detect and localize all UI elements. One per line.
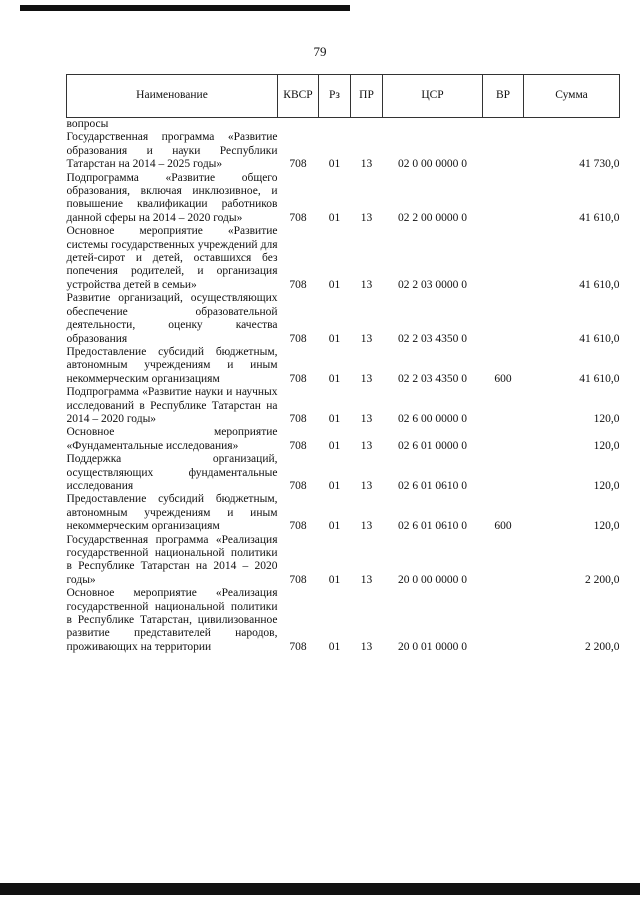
cell-vr — [483, 118, 524, 132]
cell-rz: 01 — [328, 332, 341, 345]
table-row — [67, 292, 620, 346]
cell-rz: 01 — [328, 479, 341, 492]
cell-vr — [483, 426, 524, 453]
cell-rz — [319, 118, 351, 132]
cell-kvsr: 708 — [289, 278, 307, 291]
cell-vr — [483, 131, 524, 171]
cell-sum — [524, 118, 620, 132]
cell-csr: 20 0 01 0000 0 — [398, 640, 467, 653]
scan-edge-bottom — [0, 883, 640, 895]
table-row — [67, 493, 620, 533]
cell-csr: 02 6 01 0000 0 — [398, 439, 467, 452]
cell-name: Предоставление субсидий бюджетным, автономным учреждениям и иным некоммерческим организациям — [66, 345, 278, 385]
cell-pr: 13 — [360, 332, 373, 345]
table-row — [67, 131, 620, 171]
cell-sum: 2 200,0 — [585, 640, 620, 653]
cell-pr: 13 — [360, 439, 373, 452]
cell-sum: 120,0 — [593, 439, 620, 452]
header-name: Наименование — [67, 75, 278, 118]
cell-kvsr: 708 — [289, 520, 307, 533]
cell-vr — [483, 172, 524, 226]
cell-name: вопросы — [66, 118, 109, 130]
cell-sum: 41 610,0 — [579, 332, 620, 345]
cell-kvsr: 708 — [289, 439, 307, 452]
cell-csr: 02 2 03 0000 0 — [398, 278, 467, 291]
cell-sum: 41 610,0 — [579, 278, 620, 291]
cell-name: Основное мероприятие «Фундаментальные исследования» — [66, 426, 278, 452]
cell-kvsr: 708 — [289, 573, 307, 586]
header-rz: Рз — [319, 75, 351, 118]
table-header-row — [67, 75, 620, 118]
header-kvsr: КВСР — [278, 75, 319, 118]
cell-csr: 02 6 01 0610 0 — [398, 479, 467, 492]
cell-vr — [483, 386, 524, 426]
cell-pr: 13 — [360, 479, 373, 492]
cell-kvsr: 708 — [289, 211, 307, 224]
cell-csr: 20 0 00 0000 0 — [398, 573, 467, 586]
cell-rz: 01 — [328, 278, 341, 291]
cell-rz: 01 — [328, 573, 341, 586]
cell-kvsr: 708 — [289, 640, 307, 653]
cell-name: Государственная программа «Развитие образования и науки Республики Татарстан на 2014 – 2025 годы» — [66, 131, 278, 171]
table-body — [67, 118, 620, 655]
table-row — [67, 346, 620, 386]
cell-name: Подпрограмма «Развитие науки и научных исследований в Республике Татарстан на 2014 – 2020 годы» — [66, 386, 278, 425]
cell-kvsr: 708 — [289, 158, 307, 171]
cell-rz: 01 — [328, 158, 341, 171]
table-row — [67, 587, 620, 654]
cell-sum: 120,0 — [593, 479, 620, 492]
table-row — [67, 386, 620, 426]
cell-pr: 13 — [360, 158, 373, 171]
cell-rz: 01 — [328, 412, 341, 425]
table-row — [67, 225, 620, 292]
cell-csr: 02 2 00 0000 0 — [398, 211, 467, 224]
table-row — [67, 453, 620, 493]
cell-name: Основное мероприятие «Реализация государственной национальной политики в Республике Татарстан, цивилизованное развитие представителей народов, проживающих на территории — [66, 587, 278, 653]
cell-csr: 02 6 01 0610 0 — [398, 520, 467, 533]
cell-sum: 120,0 — [593, 520, 620, 533]
cell-vr — [483, 225, 524, 292]
cell-vr: 600 — [494, 520, 512, 533]
cell-sum: 120,0 — [593, 412, 620, 425]
cell-pr: 13 — [360, 372, 373, 385]
cell-sum: 2 200,0 — [585, 573, 620, 586]
cell-kvsr — [278, 118, 319, 132]
table-row — [67, 172, 620, 226]
cell-name: Основное мероприятие «Развитие системы государственных учреждений для детей-сирот и детей, оставшихся без попечения родителей, и организация устройства детей в семьи» — [66, 225, 278, 291]
cell-rz: 01 — [328, 439, 341, 452]
cell-kvsr: 708 — [289, 332, 307, 345]
cell-vr: 600 — [494, 372, 512, 385]
cell-pr: 13 — [360, 573, 373, 586]
cell-csr: 02 0 00 0000 0 — [398, 158, 467, 171]
cell-name: Государственная программа «Реализация государственной национальной политики в Республике Татарстан на 2014 – 2020 годы» — [66, 533, 278, 586]
cell-csr: 02 2 03 4350 0 — [398, 332, 467, 345]
budget-table — [66, 74, 620, 654]
cell-name: Предоставление субсидий бюджетным, автономным учреждениям и иным некоммерческим организациям — [66, 493, 278, 533]
cell-rz: 01 — [328, 520, 341, 533]
cell-sum: 41 610,0 — [579, 372, 620, 385]
table-row — [67, 534, 620, 588]
cell-csr: 02 6 00 0000 0 — [398, 412, 467, 425]
cell-vr — [483, 587, 524, 654]
cell-kvsr: 708 — [289, 412, 307, 425]
cell-pr — [351, 118, 383, 132]
cell-pr: 13 — [360, 520, 373, 533]
cell-rz: 01 — [328, 372, 341, 385]
page-number: 79 — [313, 44, 327, 59]
header-sum: Сумма — [524, 75, 620, 118]
header-vr: ВР — [483, 75, 524, 118]
header-csr: ЦСР — [383, 75, 483, 118]
cell-vr — [483, 292, 524, 346]
table-row — [67, 118, 620, 132]
cell-name: Подпрограмма «Развитие общего образования, включая инклюзивное, и повышение квалификации работников данной сферы на 2014 – 2020 годы» — [66, 171, 278, 224]
scan-edge-top — [20, 5, 350, 11]
cell-pr: 13 — [360, 640, 373, 653]
cell-kvsr: 708 — [289, 372, 307, 385]
cell-name: Развитие организаций, осуществляющих обеспечение образовательной деятельности, оценку качества образования — [66, 292, 278, 345]
cell-pr: 13 — [360, 412, 373, 425]
cell-pr: 13 — [360, 211, 373, 224]
table-row — [67, 426, 620, 453]
cell-csr — [383, 118, 483, 132]
header-pr: ПР — [351, 75, 383, 118]
cell-rz: 01 — [328, 211, 341, 224]
cell-csr: 02 2 03 4350 0 — [398, 372, 467, 385]
cell-kvsr: 708 — [289, 479, 307, 492]
cell-vr — [483, 534, 524, 588]
cell-name: Поддержка организаций, осуществляющих фундаментальные исследования — [66, 453, 278, 492]
cell-sum: 41 730,0 — [579, 158, 620, 171]
cell-sum: 41 610,0 — [579, 211, 620, 224]
cell-pr: 13 — [360, 278, 373, 291]
cell-rz: 01 — [328, 640, 341, 653]
cell-vr — [483, 453, 524, 493]
